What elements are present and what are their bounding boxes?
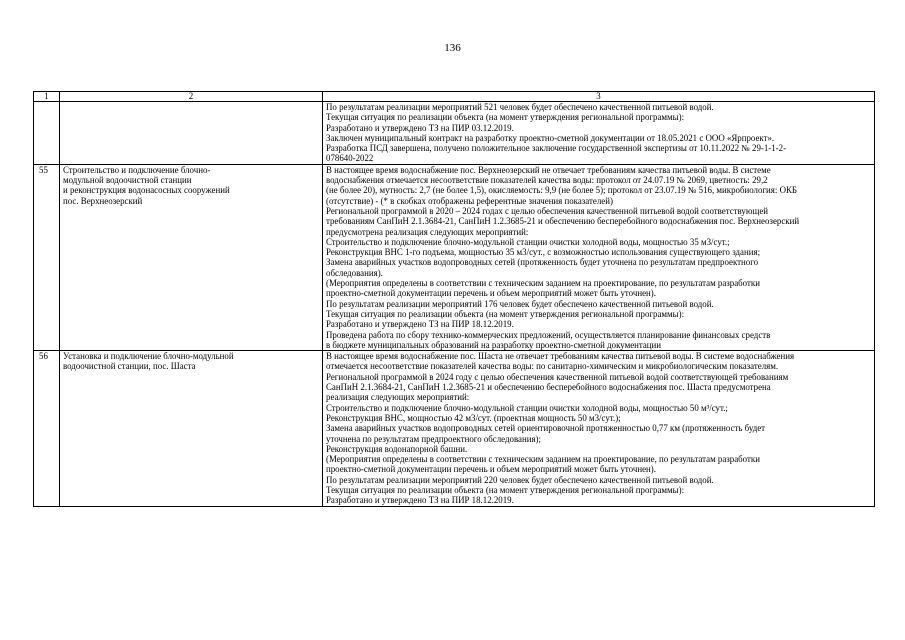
description-line: Реконструкция ВНС 1-го подъема, мощностью 35 м3/сут., с возможностью использования существующего здания; — [326, 247, 761, 258]
description-line: проектно-сметной документации перечень и объем мероприятий может быть уточнен). — [326, 464, 656, 475]
description-line: (Мероприятия определены в соответствии с техническим заданием на проектирование, по результатам разработки — [326, 454, 760, 465]
description-cell — [323, 102, 875, 165]
description-line: Реконструкция ВНС, мощностью 42 м3/сут. (проектная мощность 50 м3/сут.); — [326, 412, 621, 423]
description-line: Заключен муниципальный контракт на разработку проектно-сметной документации от 18.05.2021 с ООО «Ярпроект». — [326, 132, 775, 143]
description-line: в бюджете муниципальных образований на разработку проектно-сметной документации — [326, 339, 662, 350]
description-cell — [323, 164, 875, 350]
description-cell — [323, 351, 875, 506]
object-name-line: Установка и подключение блочно-модульной — [63, 351, 234, 362]
object-name-line: пос. Верхнеозерский — [63, 195, 143, 206]
description-line: Текущая ситуация по реализации объекта (на момент утверждения региональной программы): — [326, 484, 685, 495]
description-line: 078640-2022 — [326, 153, 374, 164]
description-line: Разработано и утверждено ТЗ на ПИР 18.12.2019. — [326, 319, 514, 330]
table-row — [34, 102, 875, 165]
description-line: требованиям СанПиН 2.1.3684-21, СанПиН 1.2.3685-21 и обеспечению бесперебойного водоснабжения пос. Верхнеозерский — [326, 216, 800, 227]
description-line: Разработано и утверждено ТЗ на ПИР 03.12.2019. — [326, 122, 514, 133]
table-row — [34, 164, 875, 350]
description-line: По результатам реализации мероприятий 521 человек будет обеспечено качественной питьевой водой. — [326, 102, 714, 112]
description-line: Строительство и подключение блочно-модульной станции очистки холодной воды, мощностью 50 м³/сут.; — [326, 402, 728, 413]
object-name-cell — [60, 102, 323, 165]
description-line: Реконструкция водонапорной башни. — [326, 443, 468, 454]
description-line: (отсутствие) - (* в скобках отображены референтные значения показателей) — [326, 195, 613, 206]
header-col-2: 2 — [60, 92, 323, 102]
description-line: В настоящее время водоснабжение пос. Верхнеозерский не отвечает требованиям качества питьевой воды. В системе — [326, 164, 771, 175]
description-line: Текущая ситуация по реализации объекта (на момент утверждения региональной программы): — [326, 308, 685, 319]
description-line: Текущая ситуация по реализации объекта (на момент утверждения региональной программы): — [326, 112, 685, 123]
description-line: реализация следующих мероприятий: — [326, 392, 470, 403]
description-line: Проведена работа по сбору технико-коммерческих предложений, осуществляется планирование финансовых средств — [326, 329, 771, 340]
description-line: Замена аварийных участков водопроводных сетей (протяженность будет уточнена по результатам предпроектного — [326, 257, 759, 268]
row-number: 55 — [34, 164, 60, 350]
description-line: обследования). — [326, 267, 383, 278]
description-line: Региональной программой в 2020 – 2024 годах с целью обеспечения качественной питьевой водой соответствующей — [326, 205, 769, 216]
description-line: По результатам реализации мероприятий 176 человек будет обеспечено качественной питьевой водой. — [326, 298, 714, 309]
description-line: В настоящее время водоснабжение пос. Шаста не отвечает требованиям качества питьевой воды. В системе водоснабжения — [326, 351, 795, 362]
description-line: (не более 20), мутность: 2,7 (не более 1,5), окисляемость: 9,9 (не более 5); протокол от 23.07.19 № 516, микробиология: ОКБ — [326, 185, 797, 196]
table-header-row — [34, 92, 875, 102]
row-number: 56 — [34, 351, 60, 506]
description-line: Замена аварийных участков водопроводных сетей ориентировочной протяженностью 0,77 км (протяженность будет — [326, 423, 766, 434]
description-line: СанПиН 2.1.3684-21, СанПиН 1.2.3685-21 и обеспечению бесперебойного водоснабжения пос. Шаста предусмотрена — [326, 382, 771, 393]
description-line: Разработка ПСД завершена, получено положительное заключение государственной экспертизы от 10.11.2022 № 29-1-1-2- — [326, 143, 787, 154]
object-name-line: Строительство и подключение блочно- — [63, 164, 211, 175]
description-line: По результатам реализации мероприятий 220 человек будет обеспечено качественной питьевой водой. — [326, 474, 714, 485]
description-line: Региональной программой в 2024 году с целью обеспечения качественной питьевой водой соответствующей требованиям — [326, 371, 789, 382]
description-line: (Мероприятия определены в соответствии с техническим заданием на проектирование, по результатам разработки — [326, 278, 760, 289]
description-line: отмечается несоответствие показателей качества воды: по санитарно-химическим и микробиологическим показателям. — [326, 361, 779, 372]
object-name-cell — [60, 351, 323, 506]
header-col-3: 3 — [323, 92, 875, 102]
program-table — [33, 91, 875, 507]
object-name-line: и реконструкция водонасосных сооружений — [63, 185, 230, 196]
row-number — [34, 102, 60, 165]
description-line: Разработано и утверждено ТЗ на ПИР 18.12.2019. — [326, 495, 514, 506]
header-col-1: 1 — [34, 92, 60, 102]
description-line: проектно-сметной документации перечень и объем мероприятий может быть уточнен). — [326, 288, 656, 299]
description-line: предусмотрена реализация следующих мероприятий: — [326, 226, 529, 237]
object-name-line: модульной водоочистной станции — [63, 175, 192, 186]
page-number: 136 — [444, 42, 461, 54]
description-line: уточнена по результатам предпроектного обследования); — [326, 433, 541, 444]
object-name-cell — [60, 164, 323, 350]
table-row — [34, 351, 875, 506]
object-name-line: водоочистной станции, пос. Шаста — [63, 361, 196, 372]
table-body — [34, 92, 875, 507]
description-line: водоснабжения отмечается несоответствие показателей качества воды: протокол от 24.07.19 № 2069, цветность: 29,2 — [326, 175, 768, 186]
description-line: Строительство и подключение блочно-модульной станции очистки холодной воды, мощностью 35 м3/сут.; — [326, 236, 730, 247]
